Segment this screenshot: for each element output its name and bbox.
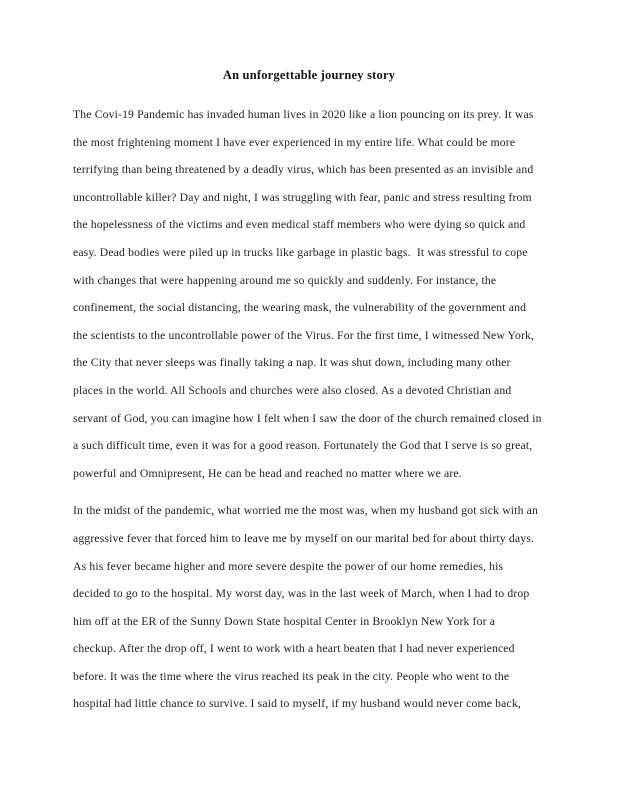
document-title: An unforgettable journey story <box>222 68 396 82</box>
text-line: the most frightening moment I have ever experienced in my entire life. What could be more <box>73 135 516 149</box>
text-line: The Covi-19 Pandemic has invaded human lives in 2020 like a lion pouncing on its prey. It was <box>73 108 534 121</box>
text-line: the scientists to the uncontrollable power of the Virus. For the first time, I witnessed New York, <box>73 328 535 342</box>
text-line: In the midst of the pandemic, what worried me the most was, when my husband got sick with an <box>73 504 538 518</box>
text-line: places in the world. All Schools and churches were also closed. As a devoted Christian and <box>73 383 512 397</box>
text-line: the City that never sleeps was finally taking a nap. It was shut down, including many other <box>73 356 511 370</box>
text-line: terrifying than being threatened by a deadly virus, which has been presented as an invisible and <box>73 163 534 177</box>
text-line: easy. Dead bodies were piled up in trucks like garbage in plastic bags. It was stressful to cope <box>73 245 528 259</box>
text-line: a such difficult time, even it was for a good reason. Fortunately the God that I serve is so great, <box>73 439 533 453</box>
text-line: As his fever became higher and more severe despite the power of our home remedies, his <box>73 559 504 573</box>
text-line: confinement, the social distancing, the wearing mask, the vulnerability of the government and <box>73 301 527 315</box>
text-line: servant of God, you can imagine how I felt when I saw the door of the church remained closed in <box>73 411 542 425</box>
paragraph <box>73 497 563 718</box>
document-body <box>73 101 563 718</box>
text-line: decided to go to the hospital. My worst day, was in the last week of March, when I had to drop <box>73 587 530 601</box>
text-line: aggressive fever that forced him to leave me by myself on our marital bed for about thirty days. <box>73 531 534 545</box>
text-line: him off at the ER of the Sunny Down State hospital Center in Brooklyn New York for a <box>73 614 496 628</box>
text-line: the hopelessness of the victims and even medical staff members who were dying so quick and <box>73 218 526 232</box>
text-line: with changes that were happening around me so quickly and suddenly. For instance, the <box>73 273 497 287</box>
text-line: powerful and Omnipresent, He can be head and reached no matter where we are. <box>73 466 462 480</box>
text-line: checkup. After the drop off, I went to work with a heart beaten that I had never experienced <box>73 642 515 656</box>
paragraph <box>73 101 563 487</box>
text-line: hospital had little chance to survive. I said to myself, if my husband would never come back, <box>73 697 521 711</box>
text-line: uncontrollable killer? Day and night, I was struggling with fear, panic and stress resulting from <box>73 190 532 204</box>
text-line: before. It was the time where the virus reached its peak in the city. People who went to the <box>73 669 510 683</box>
